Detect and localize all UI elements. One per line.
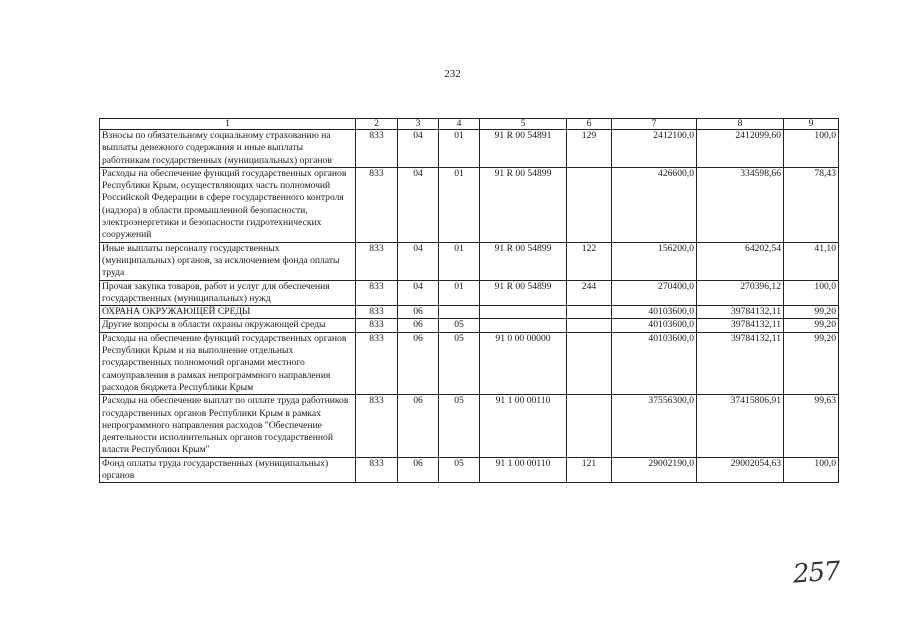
table-row	[100, 280, 839, 306]
cell-col-3: 06	[398, 332, 439, 394]
header-col-8: 8	[697, 119, 784, 130]
cell-col-8: 2412099,60	[697, 130, 784, 168]
cell-col-8: 39784132,11	[697, 319, 784, 332]
cell-col-2: 833	[356, 332, 398, 394]
budget-table	[99, 118, 839, 483]
cell-col-7: 40103600,0	[612, 332, 697, 394]
cell-col-5	[480, 306, 567, 319]
cell-col-7: 426600,0	[612, 167, 697, 242]
cell-col-2: 833	[356, 167, 398, 242]
handwritten-page-number: 257	[792, 556, 841, 590]
cell-col-2: 833	[356, 306, 398, 319]
cell-col-2: 833	[356, 280, 398, 306]
cell-col-3: 06	[398, 395, 439, 457]
header-col-9: 9	[784, 119, 839, 130]
header-col-3: 3	[398, 119, 439, 130]
cell-col-2: 833	[356, 242, 398, 280]
row-name: Взносы по обязательному социальному страхованию на выплаты денежного содержания и иные выплаты работникам государственных (муниципальных) органов	[100, 130, 356, 168]
row-name: Расходы на обеспечение функций государственных органов Республики Крым, осуществляющих часть полномочий Российской Федерации в сфере государственного контроля (надзора) в области промышленной безопасности, электроэнергетики и безопасности гидротехнических сооружений	[100, 167, 356, 242]
header-col-4: 4	[439, 119, 480, 130]
cell-col-4: 05	[439, 395, 480, 457]
cell-col-6	[567, 167, 612, 242]
cell-col-9: 99,20	[784, 319, 839, 332]
table-row	[100, 306, 839, 319]
cell-col-6	[567, 332, 612, 394]
cell-col-9: 99,20	[784, 332, 839, 394]
cell-col-5	[480, 319, 567, 332]
cell-col-5: 91 1 00 00110	[480, 395, 567, 457]
cell-col-6: 122	[567, 242, 612, 280]
header-col-5: 5	[480, 119, 567, 130]
header-col-2: 2	[356, 119, 398, 130]
cell-col-6	[567, 306, 612, 319]
header-row	[100, 119, 839, 130]
table-row	[100, 242, 839, 280]
cell-col-4: 01	[439, 242, 480, 280]
table-row	[100, 130, 839, 168]
cell-col-7: 37556300,0	[612, 395, 697, 457]
cell-col-3: 04	[398, 280, 439, 306]
cell-col-7: 270400,0	[612, 280, 697, 306]
row-name: Расходы на обеспечение функций государственных органов Республики Крым и на выполнение отдельных государственных полномочий органами местного самоуправления в рамках непрограммного направления расходов бюджета Республики Крым	[100, 332, 356, 394]
cell-col-6	[567, 395, 612, 457]
cell-col-7: 2412100,0	[612, 130, 697, 168]
row-name: Фонд оплаты труда государственных (муниципальных) органов	[100, 457, 356, 483]
cell-col-2: 833	[356, 395, 398, 457]
page-number: 232	[444, 68, 461, 80]
cell-col-7: 40103600,0	[612, 306, 697, 319]
cell-col-8: 39784132,11	[697, 306, 784, 319]
cell-col-3: 06	[398, 319, 439, 332]
cell-col-4: 01	[439, 130, 480, 168]
cell-col-6: 121	[567, 457, 612, 483]
cell-col-9: 78,43	[784, 167, 839, 242]
cell-col-8: 270396,12	[697, 280, 784, 306]
cell-col-7: 29002190,0	[612, 457, 697, 483]
row-name: Другие вопросы в области охраны окружающей среды	[100, 319, 356, 332]
cell-col-9: 41,10	[784, 242, 839, 280]
cell-col-8: 334598,66	[697, 167, 784, 242]
cell-col-7: 40103600,0	[612, 319, 697, 332]
cell-col-6	[567, 319, 612, 332]
cell-col-3: 06	[398, 457, 439, 483]
cell-col-5: 91 R 00 54891	[480, 130, 567, 168]
cell-col-9: 100,0	[784, 280, 839, 306]
cell-col-7: 156200,0	[612, 242, 697, 280]
cell-col-2: 833	[356, 130, 398, 168]
cell-col-8: 39784132,11	[697, 332, 784, 394]
cell-col-4: 01	[439, 167, 480, 242]
cell-col-9: 100,0	[784, 457, 839, 483]
cell-col-9: 100,0	[784, 130, 839, 168]
cell-col-3: 06	[398, 306, 439, 319]
cell-col-3: 04	[398, 242, 439, 280]
cell-col-4: 05	[439, 332, 480, 394]
cell-col-9: 99,20	[784, 306, 839, 319]
cell-col-8: 64202,54	[697, 242, 784, 280]
table-row	[100, 457, 839, 483]
cell-col-5: 91 1 00 00110	[480, 457, 567, 483]
cell-col-6: 244	[567, 280, 612, 306]
row-name: Прочая закупка товаров, работ и услуг для обеспечения государственных (муниципальных) нужд	[100, 280, 356, 306]
cell-col-5: 91 0 00 00000	[480, 332, 567, 394]
cell-col-4	[439, 306, 480, 319]
cell-col-3: 04	[398, 130, 439, 168]
cell-col-4: 05	[439, 319, 480, 332]
cell-col-2: 833	[356, 319, 398, 332]
header-col-1: 1	[100, 119, 356, 130]
table-row	[100, 167, 839, 242]
row-name: ОХРАНА ОКРУЖАЮЩЕЙ СРЕДЫ	[100, 306, 356, 319]
cell-col-8: 37415806,91	[697, 395, 784, 457]
header-col-6: 6	[567, 119, 612, 130]
cell-col-3: 04	[398, 167, 439, 242]
cell-col-5: 91 R 00 54899	[480, 280, 567, 306]
cell-col-2: 833	[356, 457, 398, 483]
header-col-7: 7	[612, 119, 697, 130]
table-row	[100, 332, 839, 394]
cell-col-8: 29002054,63	[697, 457, 784, 483]
cell-col-4: 01	[439, 280, 480, 306]
cell-col-6: 129	[567, 130, 612, 168]
row-name: Расходы на обеспечение выплат по оплате труда работников государственных органов Республики Крым в рамках непрограммного направления расходов "Обеспечение деятельности исполнительных органов государственной власти Республики Крым"	[100, 395, 356, 457]
cell-col-4: 05	[439, 457, 480, 483]
row-name: Иные выплаты персоналу государственных (муниципальных) органов, за исключением фонда оплаты труда	[100, 242, 356, 280]
table-row	[100, 319, 839, 332]
table-row	[100, 395, 839, 457]
cell-col-5: 91 R 00 54899	[480, 167, 567, 242]
cell-col-5: 91 R 00 54899	[480, 242, 567, 280]
cell-col-9: 99,63	[784, 395, 839, 457]
